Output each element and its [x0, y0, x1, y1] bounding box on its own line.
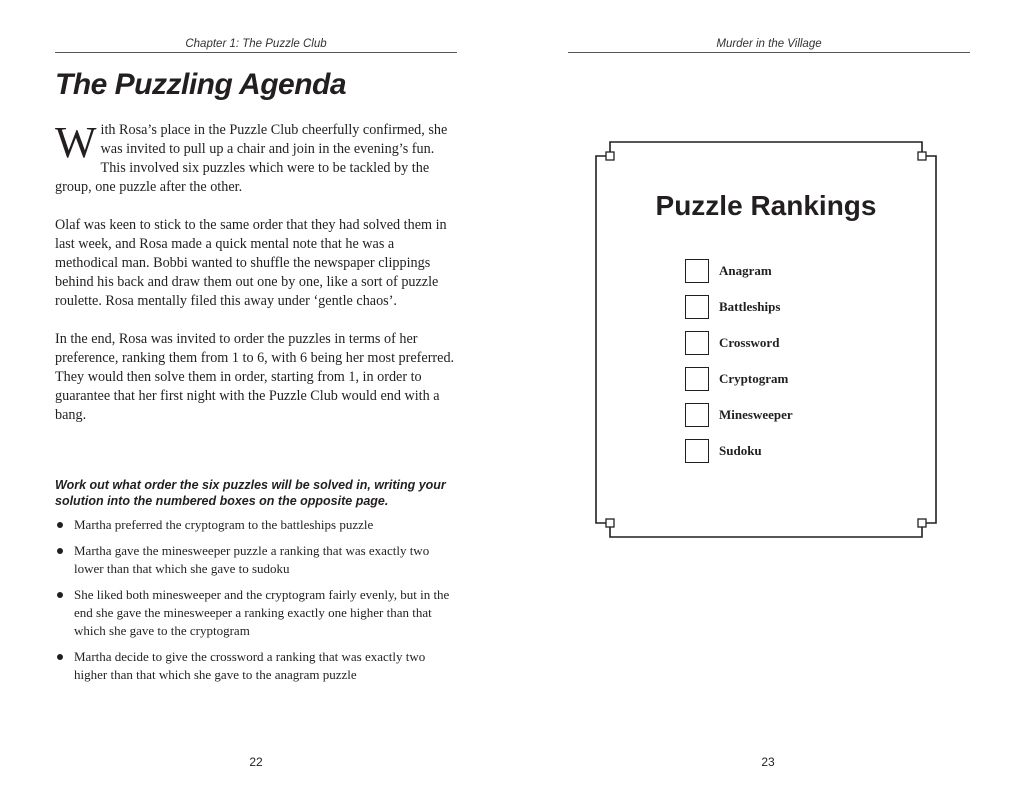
- right-page: [512, 0, 1024, 801]
- story-body: [55, 118, 460, 444]
- clue-text: Martha decide to give the crossword a ranking that was exactly two higher than that which she gave to the anagram puzzle: [74, 649, 426, 682]
- bullet-icon: [57, 592, 63, 598]
- running-head-right: Murder in the Village: [716, 38, 822, 50]
- puzzle-label: Anagram: [719, 263, 772, 278]
- page-number-right: 23: [761, 755, 775, 769]
- puzzle-label: Battleships: [719, 299, 781, 314]
- ranking-row: [685, 258, 793, 284]
- clue-text: Martha gave the minesweeper puzzle a ranking that was exactly two lower than that which she gave to sudoku: [74, 543, 430, 576]
- paragraph-1-text: ith Rosa’s place in the Puzzle Club cheerfully confirmed, she was invited to pull up a chair and join in the evening’s fun. This involved six puzzles which were to be tackled by the group, one puzzle after the other.: [55, 122, 448, 195]
- ranking-row: [685, 402, 793, 428]
- clue-text: She liked both minesweeper and the cryptogram fairly evenly, but in the end she gave the minesweeper a ranking exactly one higher than that which she gave to the cryptogram: [74, 587, 450, 638]
- bullet-icon: [57, 522, 63, 528]
- ranking-row: [685, 330, 793, 356]
- ranking-row: [685, 366, 793, 392]
- bullet-icon: [57, 654, 63, 660]
- clue-list: [55, 516, 460, 692]
- puzzle-instruction: Work out what order the six puzzles will be solved in, writing your solution into the numbered boxes on the opposite page.: [55, 478, 446, 508]
- clue-item: [55, 542, 460, 578]
- ranking-box[interactable]: [685, 331, 709, 355]
- clue-text: Martha preferred the cryptogram to the battleships puzzle: [74, 517, 374, 532]
- page-number-left: 22: [249, 755, 263, 769]
- page-title: The Puzzling Agenda: [55, 68, 347, 101]
- running-head-left: Chapter 1: The Puzzle Club: [185, 38, 327, 50]
- ranking-box[interactable]: [685, 295, 709, 319]
- ranking-box[interactable]: [685, 403, 709, 427]
- puzzle-label: Sudoku: [719, 443, 762, 458]
- clue-item: [55, 648, 460, 684]
- header-rule-right: [568, 52, 970, 53]
- rankings-title: Puzzle Rankings: [655, 190, 877, 221]
- rankings-panel: [594, 140, 938, 539]
- drop-cap: W: [55, 118, 97, 167]
- clue-item: [55, 586, 460, 640]
- bullet-icon: [57, 548, 63, 554]
- clue-item: [55, 516, 460, 534]
- puzzle-label: Minesweeper: [719, 407, 793, 422]
- ranking-row: [685, 438, 793, 464]
- ranking-list: [685, 258, 793, 474]
- ranking-row: [685, 294, 793, 320]
- header-rule-left: [55, 52, 457, 53]
- puzzle-label: Cryptogram: [719, 371, 789, 386]
- ranking-box[interactable]: [685, 439, 709, 463]
- puzzle-label: Crossword: [719, 335, 780, 350]
- paragraph-3: In the end, Rosa was invited to order the puzzles in terms of her preference, ranking them from 1 to 6, with 6 being her most preferred. They would then solve them in order, starting from 1, in order to guarantee that her first night with the Puzzle Club would end with a bang.: [55, 331, 455, 423]
- ranking-box[interactable]: [685, 367, 709, 391]
- paragraph-1: [55, 118, 460, 197]
- paragraph-2: Olaf was keen to stick to the same order that they had solved them in last week, and Rosa made a quick mental note that he was a methodical man. Bobbi wanted to shuffle the newspaper clippings behind his back and draw them out one by one, like a sort of puzzle roulette. Rosa mentally filed this away under ‘gentle chaos’.: [55, 217, 447, 309]
- ranking-box[interactable]: [685, 259, 709, 283]
